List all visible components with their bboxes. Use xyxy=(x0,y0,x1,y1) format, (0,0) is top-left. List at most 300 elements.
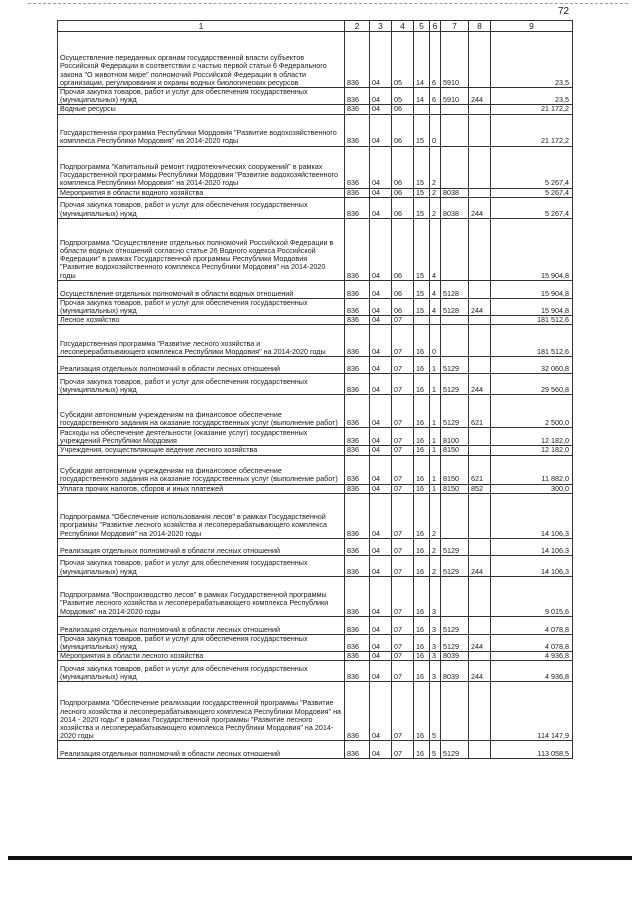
cell-subprog: 1 xyxy=(430,395,441,428)
cell-code: 5129 xyxy=(441,555,469,576)
cell-subprog: 5 xyxy=(430,741,441,759)
page-number: 72 xyxy=(558,6,570,17)
table-row xyxy=(58,374,573,395)
cell-code: 5129 xyxy=(441,616,469,634)
cell-pr: 07 xyxy=(392,576,414,616)
cell-prog: 16 xyxy=(414,446,430,455)
header-cell: 9 xyxy=(491,21,573,32)
cell-ved: 836 xyxy=(345,218,370,280)
cell-ved: 836 xyxy=(345,197,370,218)
cell-rz: 04 xyxy=(370,455,392,484)
cell-prog: 16 xyxy=(414,374,430,395)
cell-rz: 04 xyxy=(370,280,392,298)
bottom-bar xyxy=(8,856,632,860)
cell-amount: 114 147,9 xyxy=(491,682,573,741)
cell-subprog xyxy=(430,105,441,114)
cell-code xyxy=(441,576,469,616)
cell-name: Осуществление переданных органам государственной власти субъектов Российской Федерации в соответствии с частью первой статьи 6 Федерального закона "О животном мире" полномочий Российской Федерации в области организации, регулирования и охраны водных биологических ресурсов xyxy=(58,32,345,88)
cell-amount: 23,5 xyxy=(491,88,573,105)
cell-subprog: 0 xyxy=(430,325,441,357)
cell-amount: 29 560,8 xyxy=(491,374,573,395)
cell-name: Подпрограмма "Обеспечение реализации государственной программы "Развитие лесного хозяйства и лесоперерабатывающего комплекса Республики Мордовия" на 2014 - 2020 годы" в рамках Государственной программы "Развитие лесного хозяйства и лесоперерабатывающего комплекса Республики Мордовия" на 2014-2020 годы xyxy=(58,682,345,741)
cell-vr: 244 xyxy=(469,661,491,682)
cell-subprog: 1 xyxy=(430,357,441,374)
cell-name: Реализация отдельных полномочий в области лесных отношений xyxy=(58,616,345,634)
table-row xyxy=(58,682,573,741)
cell-amount: 181 512,6 xyxy=(491,316,573,325)
cell-vr: 621 xyxy=(469,455,491,484)
cell-pr: 06 xyxy=(392,114,414,146)
cell-code xyxy=(441,146,469,188)
cell-name: Прочая закупка товаров, работ и услуг для обеспечения государственных (муниципальных) нужд xyxy=(58,298,345,315)
cell-ved: 836 xyxy=(345,616,370,634)
cell-rz: 04 xyxy=(370,652,392,661)
cell-name: Прочая закупка товаров, работ и услуг для обеспечения государственных (муниципальных) нужд xyxy=(58,88,345,105)
table-row xyxy=(58,741,573,759)
cell-name: Водные ресурсы xyxy=(58,105,345,114)
cell-rz: 04 xyxy=(370,538,392,555)
cell-pr: 06 xyxy=(392,218,414,280)
cell-pr: 07 xyxy=(392,374,414,395)
cell-name: Подпрограмма "Осуществление отдельных полномочий Российской Федерации в области водных отношений согласно статье 26 Водного кодекса Российской Федерации" в рамках Государственной программы Республики Мордовия "Развитие водохозяйственного комплекса Республики Мордовия" на 2014-2020 годы xyxy=(58,218,345,280)
cell-vr xyxy=(469,652,491,661)
cell-code: 5128 xyxy=(441,298,469,315)
cell-ved: 836 xyxy=(345,576,370,616)
cell-pr: 06 xyxy=(392,105,414,114)
table-row xyxy=(58,298,573,315)
cell-ved: 836 xyxy=(345,634,370,651)
cell-rz: 04 xyxy=(370,325,392,357)
cell-code: 8150 xyxy=(441,484,469,493)
cell-prog: 15 xyxy=(414,197,430,218)
cell-prog: 16 xyxy=(414,576,430,616)
cell-vr xyxy=(469,32,491,88)
cell-vr: 621 xyxy=(469,395,491,428)
header-cell: 1 xyxy=(58,21,345,32)
cell-prog: 16 xyxy=(414,357,430,374)
cell-prog: 16 xyxy=(414,555,430,576)
cell-pr: 05 xyxy=(392,32,414,88)
cell-code xyxy=(441,218,469,280)
cell-name: Прочая закупка товаров, работ и услуг для обеспечения государственных (муниципальных) нужд xyxy=(58,374,345,395)
cell-subprog: 4 xyxy=(430,280,441,298)
cell-vr xyxy=(469,325,491,357)
cell-vr: 244 xyxy=(469,634,491,651)
cell-ved: 836 xyxy=(345,32,370,88)
cell-amount: 32 060,8 xyxy=(491,357,573,374)
cell-ved: 836 xyxy=(345,316,370,325)
cell-subprog: 3 xyxy=(430,576,441,616)
cell-code xyxy=(441,114,469,146)
cell-pr: 07 xyxy=(392,316,414,325)
cell-pr: 07 xyxy=(392,682,414,741)
cell-ved: 836 xyxy=(345,428,370,446)
cell-prog: 15 xyxy=(414,218,430,280)
cell-code: 5129 xyxy=(441,538,469,555)
cell-amount: 12 182,0 xyxy=(491,428,573,446)
cell-code: 8100 xyxy=(441,428,469,446)
cell-subprog: 2 xyxy=(430,538,441,555)
cell-vr xyxy=(469,616,491,634)
cell-ved: 836 xyxy=(345,455,370,484)
cell-name: Государственная программа Республики Мордовия "Развитие водохозяйственного комплекса Республики Мордовия" на 2014-2020 годы xyxy=(58,114,345,146)
table-row xyxy=(58,555,573,576)
header-cell: 5 xyxy=(414,21,430,32)
cell-prog: 15 xyxy=(414,298,430,315)
cell-amount: 4 078,8 xyxy=(491,616,573,634)
cell-vr: 244 xyxy=(469,88,491,105)
cell-pr: 07 xyxy=(392,538,414,555)
header-cell: 6 xyxy=(430,21,441,32)
cell-rz: 04 xyxy=(370,555,392,576)
cell-code: 5129 xyxy=(441,395,469,428)
cell-ved: 836 xyxy=(345,105,370,114)
cell-pr: 06 xyxy=(392,197,414,218)
cell-pr: 05 xyxy=(392,88,414,105)
cell-name: Реализация отдельных полномочий в области лесных отношений xyxy=(58,538,345,555)
cell-subprog: 3 xyxy=(430,661,441,682)
cell-subprog: 2 xyxy=(430,197,441,218)
cell-prog: 16 xyxy=(414,634,430,651)
cell-name: Прочая закупка товаров, работ и услуг для обеспечения государственных (муниципальных) нужд xyxy=(58,555,345,576)
cell-prog: 15 xyxy=(414,146,430,188)
table-row xyxy=(58,484,573,493)
table-row xyxy=(58,455,573,484)
cell-prog: 16 xyxy=(414,428,430,446)
cell-amount: 14 106,3 xyxy=(491,555,573,576)
cell-pr: 06 xyxy=(392,146,414,188)
cell-subprog: 5 xyxy=(430,682,441,741)
cell-prog: 16 xyxy=(414,493,430,538)
cell-rz: 04 xyxy=(370,634,392,651)
cell-amount: 4 078,8 xyxy=(491,634,573,651)
cell-subprog: 0 xyxy=(430,114,441,146)
header-cell: 2 xyxy=(345,21,370,32)
cell-name: Расходы на обеспечение деятельности (оказание услуг) государственных учреждений Республики Мордовия xyxy=(58,428,345,446)
cell-rz: 04 xyxy=(370,357,392,374)
table-row xyxy=(58,395,573,428)
cell-code: 8150 xyxy=(441,446,469,455)
cell-vr xyxy=(469,493,491,538)
cell-ved: 836 xyxy=(345,374,370,395)
cell-ved: 836 xyxy=(345,555,370,576)
cell-amount: 21 172,2 xyxy=(491,105,573,114)
cell-code: 8038 xyxy=(441,188,469,197)
budget-table xyxy=(57,20,573,759)
cell-amount: 23,5 xyxy=(491,32,573,88)
cell-pr: 07 xyxy=(392,661,414,682)
cell-amount: 5 267,4 xyxy=(491,146,573,188)
cell-vr xyxy=(469,114,491,146)
cell-name: Субсидии автономным учреждениям на финансовое обеспечение государственного задания на оказание государственных услуг (выполнение работ) xyxy=(58,455,345,484)
cell-amount: 9 015,6 xyxy=(491,576,573,616)
cell-ved: 836 xyxy=(345,395,370,428)
cell-subprog: 2 xyxy=(430,493,441,538)
table-row xyxy=(58,446,573,455)
cell-amount: 4 936,8 xyxy=(491,652,573,661)
cell-subprog: 6 xyxy=(430,88,441,105)
cell-amount: 300,0 xyxy=(491,484,573,493)
cell-pr: 07 xyxy=(392,634,414,651)
table-row xyxy=(58,146,573,188)
cell-code: 5128 xyxy=(441,280,469,298)
cell-amount: 12 182,0 xyxy=(491,446,573,455)
cell-ved: 836 xyxy=(345,652,370,661)
cell-code: 8039 xyxy=(441,661,469,682)
cell-code: 5910 xyxy=(441,88,469,105)
cell-ved: 836 xyxy=(345,741,370,759)
cell-subprog: 1 xyxy=(430,455,441,484)
cell-ved: 836 xyxy=(345,146,370,188)
cell-prog: 16 xyxy=(414,661,430,682)
cell-name: Учреждения, осуществляющие ведение лесного хозяйства xyxy=(58,446,345,455)
cell-amount: 15 904,8 xyxy=(491,218,573,280)
cell-code: 8039 xyxy=(441,652,469,661)
cell-prog: 14 xyxy=(414,88,430,105)
cell-subprog: 1 xyxy=(430,428,441,446)
cell-vr xyxy=(469,428,491,446)
cell-subprog: 4 xyxy=(430,218,441,280)
header-cell: 7 xyxy=(441,21,469,32)
cell-pr: 07 xyxy=(392,616,414,634)
cell-rz: 04 xyxy=(370,105,392,114)
cell-ved: 836 xyxy=(345,493,370,538)
cell-ved: 836 xyxy=(345,682,370,741)
cell-code xyxy=(441,493,469,538)
cell-subprog: 1 xyxy=(430,446,441,455)
table-row xyxy=(58,652,573,661)
cell-code xyxy=(441,316,469,325)
cell-pr: 07 xyxy=(392,325,414,357)
cell-pr: 07 xyxy=(392,357,414,374)
cell-code: 5129 xyxy=(441,374,469,395)
cell-pr: 06 xyxy=(392,188,414,197)
cell-subprog: 3 xyxy=(430,634,441,651)
cell-rz: 04 xyxy=(370,428,392,446)
cell-name: Государственная программа "Развитие лесного хозяйства и лесоперерабатывающего комплекса Республики Мордовия" на 2014-2020 годы xyxy=(58,325,345,357)
table-row xyxy=(58,661,573,682)
cell-pr: 07 xyxy=(392,428,414,446)
cell-amount: 113 058,5 xyxy=(491,741,573,759)
cell-vr xyxy=(469,218,491,280)
cell-subprog: 3 xyxy=(430,652,441,661)
table-row xyxy=(58,197,573,218)
cell-rz: 04 xyxy=(370,484,392,493)
cell-code: 8038 xyxy=(441,197,469,218)
cell-code: 5129 xyxy=(441,741,469,759)
table-row xyxy=(58,316,573,325)
cell-vr: 244 xyxy=(469,298,491,315)
cell-name: Реализация отдельных полномочий в области лесных отношений xyxy=(58,741,345,759)
cell-rz: 04 xyxy=(370,374,392,395)
cell-vr: 852 xyxy=(469,484,491,493)
cell-pr: 07 xyxy=(392,446,414,455)
table-row xyxy=(58,325,573,357)
cell-amount: 2 500,0 xyxy=(491,395,573,428)
cell-prog: 16 xyxy=(414,484,430,493)
cell-vr xyxy=(469,446,491,455)
cell-ved: 836 xyxy=(345,298,370,315)
header-cell: 3 xyxy=(370,21,392,32)
table-row xyxy=(58,538,573,555)
cell-pr: 07 xyxy=(392,493,414,538)
table-row xyxy=(58,493,573,538)
cell-subprog: 3 xyxy=(430,616,441,634)
cell-ved: 836 xyxy=(345,88,370,105)
cell-subprog: 1 xyxy=(430,484,441,493)
cell-vr: 244 xyxy=(469,555,491,576)
cell-ved: 836 xyxy=(345,661,370,682)
cell-ved: 836 xyxy=(345,114,370,146)
cell-vr xyxy=(469,146,491,188)
cell-rz: 04 xyxy=(370,114,392,146)
cell-rz: 04 xyxy=(370,741,392,759)
cell-subprog: 1 xyxy=(430,374,441,395)
cell-subprog xyxy=(430,316,441,325)
cell-name: Прочая закупка товаров, работ и услуг для обеспечения государственных (муниципальных) нужд xyxy=(58,661,345,682)
cell-amount: 181 512,6 xyxy=(491,325,573,357)
cell-name: Подпрограмма "Обеспечение использования лесов" в рамках Государственной программы "Развитие лесного хозяйства и лесоперерабатывающего комплекса Республики Мордовия" на 2014-2020 годы xyxy=(58,493,345,538)
cell-amount: 15 904,8 xyxy=(491,280,573,298)
cell-amount: 21 172,2 xyxy=(491,114,573,146)
cell-amount: 15 904,8 xyxy=(491,298,573,315)
cell-vr: 244 xyxy=(469,197,491,218)
cell-name: Субсидии автономным учреждениям на финансовое обеспечение государственного задания на оказание государственных услуг (выполнение работ) xyxy=(58,395,345,428)
cell-ved: 836 xyxy=(345,357,370,374)
cell-rz: 04 xyxy=(370,32,392,88)
cell-prog: 16 xyxy=(414,455,430,484)
cell-pr: 07 xyxy=(392,555,414,576)
table-header xyxy=(58,21,573,32)
cell-pr: 07 xyxy=(392,395,414,428)
cell-rz: 04 xyxy=(370,493,392,538)
cell-rz: 04 xyxy=(370,218,392,280)
cell-subprog: 2 xyxy=(430,146,441,188)
cell-rz: 04 xyxy=(370,197,392,218)
cell-prog: 15 xyxy=(414,114,430,146)
cell-prog: 15 xyxy=(414,188,430,197)
cell-vr xyxy=(469,357,491,374)
cell-subprog: 6 xyxy=(430,32,441,88)
table-row xyxy=(58,280,573,298)
cell-pr: 07 xyxy=(392,652,414,661)
table-row xyxy=(58,428,573,446)
cell-code: 5910 xyxy=(441,32,469,88)
table-row xyxy=(58,32,573,88)
header-cell: 8 xyxy=(469,21,491,32)
cell-subprog: 2 xyxy=(430,555,441,576)
cell-prog: 16 xyxy=(414,652,430,661)
cell-prog: 16 xyxy=(414,538,430,555)
cell-vr xyxy=(469,682,491,741)
cell-subprog: 2 xyxy=(430,188,441,197)
cell-name: Мероприятия в области лесного хозяйства xyxy=(58,652,345,661)
cell-code: 5129 xyxy=(441,634,469,651)
header-cell: 4 xyxy=(392,21,414,32)
table-row xyxy=(58,357,573,374)
table-row xyxy=(58,616,573,634)
cell-vr xyxy=(469,576,491,616)
cell-amount: 4 936,8 xyxy=(491,661,573,682)
table-row xyxy=(58,88,573,105)
cell-ved: 836 xyxy=(345,280,370,298)
cell-name: Подпрограмма "Капитальный ремонт гидротехнических сооружений" в рамках Государственной программы Республики Мордовия "Развитие водохозяйственного комплекса Республики Мордовия" на 2014-2020 годы xyxy=(58,146,345,188)
cell-code xyxy=(441,682,469,741)
cell-rz: 04 xyxy=(370,298,392,315)
cell-prog xyxy=(414,316,430,325)
cell-prog: 14 xyxy=(414,32,430,88)
cell-name: Прочая закупка товаров, работ и услуг для обеспечения государственных (муниципальных) нужд xyxy=(58,634,345,651)
cell-code: 8150 xyxy=(441,455,469,484)
cell-amount: 5 267,4 xyxy=(491,197,573,218)
cell-vr xyxy=(469,538,491,555)
cell-code: 5129 xyxy=(441,357,469,374)
cell-rz: 04 xyxy=(370,446,392,455)
cell-pr: 07 xyxy=(392,455,414,484)
cell-code xyxy=(441,105,469,114)
cell-ved: 836 xyxy=(345,188,370,197)
cell-vr xyxy=(469,188,491,197)
cell-rz: 04 xyxy=(370,661,392,682)
cell-ved: 836 xyxy=(345,538,370,555)
cell-rz: 04 xyxy=(370,146,392,188)
cell-rz: 04 xyxy=(370,316,392,325)
cell-subprog: 4 xyxy=(430,298,441,315)
cell-pr: 06 xyxy=(392,298,414,315)
table-row xyxy=(58,576,573,616)
cell-prog: 15 xyxy=(414,280,430,298)
cell-ved: 836 xyxy=(345,446,370,455)
cell-rz: 04 xyxy=(370,576,392,616)
cell-amount: 14 106,3 xyxy=(491,493,573,538)
table-row xyxy=(58,105,573,114)
cell-amount: 5 267,4 xyxy=(491,188,573,197)
table-row xyxy=(58,634,573,651)
cell-prog: 16 xyxy=(414,682,430,741)
cell-rz: 04 xyxy=(370,616,392,634)
cell-ved: 836 xyxy=(345,484,370,493)
cell-name: Прочая закупка товаров, работ и услуг для обеспечения государственных (муниципальных) нужд xyxy=(58,197,345,218)
cell-name: Мероприятия в области водного хозяйства xyxy=(58,188,345,197)
cell-name: Лесное хозяйство xyxy=(58,316,345,325)
top-dashed-line xyxy=(28,3,628,4)
cell-vr xyxy=(469,105,491,114)
cell-vr: 244 xyxy=(469,374,491,395)
cell-prog: 16 xyxy=(414,616,430,634)
cell-ved: 836 xyxy=(345,325,370,357)
table-row xyxy=(58,188,573,197)
cell-rz: 04 xyxy=(370,682,392,741)
cell-name: Осуществление отдельных полномочий в области водных отношений xyxy=(58,280,345,298)
table-row xyxy=(58,218,573,280)
cell-rz: 04 xyxy=(370,395,392,428)
cell-vr xyxy=(469,316,491,325)
cell-amount: 11 882,0 xyxy=(491,455,573,484)
cell-pr: 07 xyxy=(392,484,414,493)
cell-prog: 16 xyxy=(414,741,430,759)
cell-pr: 06 xyxy=(392,280,414,298)
cell-pr: 07 xyxy=(392,741,414,759)
cell-vr xyxy=(469,280,491,298)
cell-name: Уплата прочих налогов, сборов и иных платежей xyxy=(58,484,345,493)
cell-prog xyxy=(414,105,430,114)
cell-rz: 04 xyxy=(370,88,392,105)
table-row xyxy=(58,114,573,146)
cell-rz: 04 xyxy=(370,188,392,197)
cell-vr xyxy=(469,741,491,759)
cell-name: Подпрограмма "Воспроизводство лесов" в рамках Государственной программы "Развитие лесного хозяйства и лесоперерабатывающего комплекса Республики Мордовия" на 2014-2020 годы xyxy=(58,576,345,616)
cell-code xyxy=(441,325,469,357)
